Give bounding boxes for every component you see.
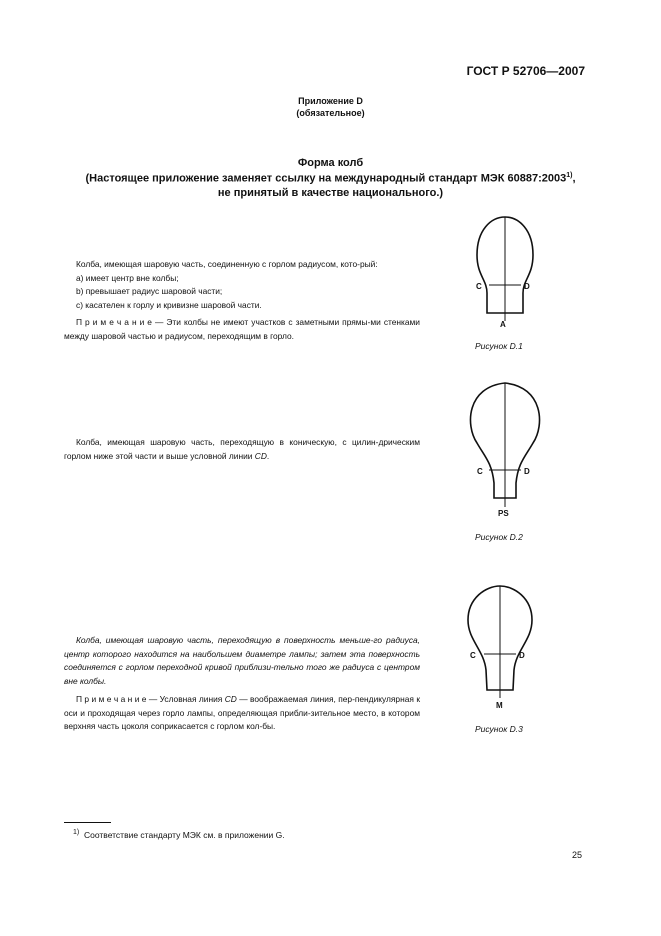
section-3-paragraph: Колба, имеющая шаровую часть, переходящую в поверхность меньше-го радиуса, центр которого находится на наибольшем диаметре лампы; затем эта поверхность соединяется с горлом переходной кривой приблизи-тельно того же радиуса с центром вне колбы. [64,635,420,686]
label-base: A [500,320,506,329]
figure-d2-drawing [455,375,565,520]
section-1-text [64,258,420,343]
standard-number: ГОСТ Р 52706—2007 [466,64,585,78]
footnote [73,829,285,840]
list-item: b) превышает радиус шаровой части; [76,286,223,296]
label-c: C [476,282,482,291]
title-line-2: (Настоящее приложение заменяет ссылку на международный стандарт МЭК 60887:2003$^{1)}$, [85,172,576,185]
section-2-paragraph: Колба, имеющая шаровую часть, переходящую в коническую, с цилин-дрическим горлом ниже этой части и выше условной линии CD. [64,437,420,461]
footnote-text: Соответствие стандарту МЭК см. в приложении G. [83,829,285,840]
label-c: C [470,651,476,660]
page-title: Форма колб [297,157,364,169]
label-base: M [496,701,503,710]
section-3-text [64,634,420,734]
note-label: П р и м е ч а н и е [76,694,147,704]
figure-d3-caption: Рисунок D.3 [475,724,523,734]
section-1-note: П р и м е ч а н и е — Эти колбы не имеют участков с заметными прямы-ми стенками между шаровой частью и радиусом, переходящим в горло. [64,317,420,341]
footnote-ref: 1) [566,172,573,179]
label-base: PS [498,509,509,518]
list-item: c) касателен к горлу и кривизне шаровой части. [76,299,262,310]
figure-d3-drawing [452,580,562,715]
footnote-marker: 1) [73,829,80,836]
label-d: D [519,651,525,660]
footnote-divider [64,822,111,823]
appendix-status: (обязательное) [296,108,365,118]
section-3-note: П р и м е ч а н и е — Условная линия CD — воображаемая линия, пер-пендикулярная к оси и проходящая через горло лампы, определяющая прибли-зительное место, в котором верхняя часть цоколя соприкасается с горлом кол-бы. [64,694,420,731]
label-c: C [477,467,483,476]
appendix-title: Приложение D [298,96,363,106]
section-1-intro: Колба, имеющая шаровую часть, соединенную с горлом радиусом, кото-рый: [76,259,378,269]
list-item: а) имеет центр вне колбы; [76,272,179,283]
figure-d2-caption: Рисунок D.2 [475,532,523,542]
figure-d1-caption: Рисунок D.1 [475,341,523,351]
label-d: D [524,282,530,291]
label-d: D [524,467,530,476]
section-2-text [64,436,420,463]
title-line-3: не принятый в качестве национального.) [217,187,444,199]
figure-d1-drawing [455,205,565,335]
note-label: П р и м е ч а н и е [76,317,152,327]
page-number: 25 [572,850,583,860]
